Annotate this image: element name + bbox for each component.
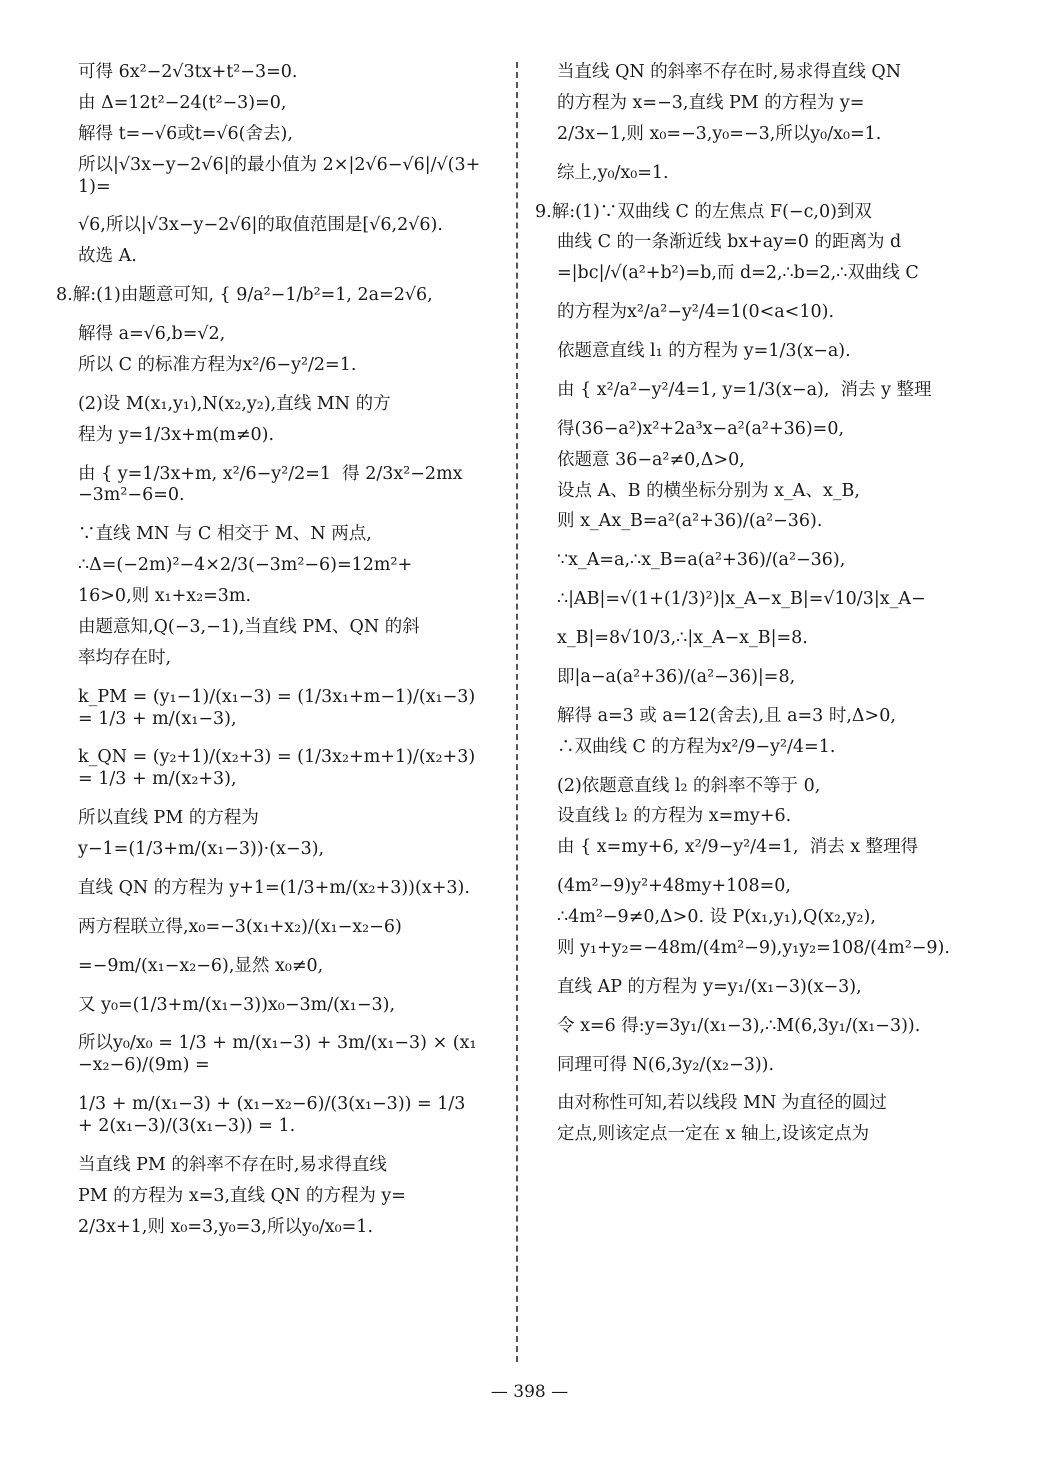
text-line: 2/3x−1,则 x₀=−3,y₀=−3,所以y₀/x₀=1. xyxy=(557,123,882,144)
text-line: 曲线 C 的一条渐近线 bx+ay=0 的距离为 d xyxy=(557,232,902,253)
text-line: 程为 y=1/3x+m(m≠0). xyxy=(78,424,275,445)
text-line: ∴4m²−9≠0,Δ>0. 设 P(x₁,y₁),Q(x₂,y₂), xyxy=(557,907,876,927)
text-line: 由对称性可知,若以线段 MN 为直径的圆过 xyxy=(557,1093,887,1114)
text-line: ∵x_A=a,∴x_B=a(a²+36)/(a²−36), xyxy=(557,550,846,571)
text-line: 同理可得 N(6,3y₂/(x₂−3)). xyxy=(557,1054,775,1075)
text-line: 1/3 + m/(x₁−3) + (x₁−x₂−6)/(3(x₁−3)) = 1/3 + 2(x₁−3)/(3(x₁−3)) = 1. xyxy=(78,1094,472,1136)
text-line: 率均存在时, xyxy=(78,647,172,668)
text-line: 2/3x+1,则 x₀=3,y₀=3,所以y₀/x₀=1. xyxy=(78,1216,374,1237)
text-line: 当直线 PM 的斜率不存在时,易求得直线 xyxy=(78,1154,387,1175)
left-column xyxy=(56,62,484,1248)
text-line: 又 y₀=(1/3+m/(x₁−3))x₀−3m/(x₁−3), xyxy=(78,994,396,1015)
text-line: 定点,则该定点一定在 x 轴上,设该定点为 xyxy=(557,1124,870,1145)
text-line: 所以 C 的标准方程为x²/6−y²/2=1. xyxy=(78,354,357,375)
text-line: 故选 A. xyxy=(78,246,137,267)
text-line: ∴双曲线 C 的方程为x²/9−y²/4=1. xyxy=(557,736,836,757)
text-line: (4m²−9)y²+48my+108=0, xyxy=(557,876,791,897)
text-line: 两方程联立得,x₀=−3(x₁+x₂)/(x₁−x₂−6) xyxy=(78,916,402,937)
equation-system: 由 { x=my+6, x²/9−y²/4=1, 消去 x 整理得 xyxy=(557,837,919,858)
text-line: √6,所以|√3x−y−2√6|的取值范围是[√6,2√6). xyxy=(78,215,443,236)
text-line: 解得 t=−√6或t=√6(舍去), xyxy=(78,123,293,144)
right-column xyxy=(535,62,963,1155)
text-line: 令 x=6 得:y=3y₁/(x₁−3),∴M(6,3y₁/(x₁−3)). xyxy=(557,1015,921,1036)
text-line: =|bc|/√(a²+b²)=b,而 d=2,∴b=2,∴双曲线 C xyxy=(557,263,919,284)
text-line: 由题意知,Q(−3,−1),当直线 PM、QN 的斜 xyxy=(78,616,420,637)
text-line: 设点 A、B 的横坐标分别为 x_A、x_B, xyxy=(557,480,860,501)
text-line: 设直线 l₂ 的方程为 x=my+6. xyxy=(557,806,792,827)
question-8-heading: 8.解:(1)由题意可知, { 9/a²−1/b²=1, 2a=2√6, xyxy=(56,285,433,306)
text-line: x_B|=8√10/3,∴|x_A−x_B|=8. xyxy=(557,628,808,648)
text-line: 则 x_Ax_B=a²(a²+36)/(a²−36). xyxy=(557,511,823,532)
text-line: 所以|√3x−y−2√6|的最小值为 2×|2√6−√6|/√(3+1)= xyxy=(78,154,481,197)
text-line: (2)设 M(x₁,y₁),N(x₂,y₂),直线 MN 的方 xyxy=(78,393,391,414)
text-line: ∵直线 MN 与 C 相交于 M、N 两点, xyxy=(78,524,372,545)
column-divider xyxy=(516,62,518,1362)
text-line: 可得 6x²−2√3tx+t²−3=0. xyxy=(78,62,298,82)
page-number: — 398 — xyxy=(490,1382,569,1402)
text-line: 即|a−a(a²+36)/(a²−36)|=8, xyxy=(557,666,796,687)
text-line: 解得 a=√6,b=√2, xyxy=(78,324,226,344)
text-line: 的方程为 x=−3,直线 PM 的方程为 y= xyxy=(557,92,865,113)
slope-equation: k_QN = (y₂+1)/(x₂+3) = (1/3x₂+m+1)/(x₂+3) = 1/3 + m/(x₂+3), xyxy=(78,747,481,790)
text-line: =−9m/(x₁−x₂−6),显然 x₀≠0, xyxy=(78,955,324,976)
text-line: y−1=(1/3+m/(x₁−3))·(x−3), xyxy=(78,839,325,859)
text-line: ∴Δ=(−2m)²−4×2/3(−3m²−6)=12m²+ xyxy=(78,555,413,576)
text-line: (2)依题意直线 l₂ 的斜率不等于 0, xyxy=(557,775,821,796)
equation-system: 由 { x²/a²−y²/4=1, y=1/3(x−a), 消去 y 整理 xyxy=(557,379,932,400)
text-line: 所以y₀/x₀ = 1/3 + m/(x₁−3) + 3m/(x₁−3) × (x₁−x₂−6)/(9m) = xyxy=(78,1033,477,1076)
question-9-heading: 9.解:(1)∵双曲线 C 的左焦点 F(−c,0)到双 xyxy=(535,201,872,222)
text-line: 直线 QN 的方程为 y+1=(1/3+m/(x₂+3))(x+3). xyxy=(78,877,470,898)
text-line: 16>0,则 x₁+x₂=3m. xyxy=(78,586,252,606)
slope-equation: k_PM = (y₁−1)/(x₁−3) = (1/3x₁+m−1)/(x₁−3) = 1/3 + m/(x₁−3), xyxy=(78,686,481,729)
equation-system: 由 { y=1/3x+m, x²/6−y²/2=1 得 2/3x²−2mx−3m²−6=0. xyxy=(78,463,463,506)
text-line: 直线 AP 的方程为 y=y₁/(x₁−3)(x−3), xyxy=(557,976,862,997)
text-line: 得(36−a²)x²+2a³x−a²(a²+36)=0, xyxy=(557,418,845,439)
text-line: 由 Δ=12t²−24(t²−3)=0, xyxy=(78,92,287,113)
text-line: 依题意直线 l₁ 的方程为 y=1/3(x−a). xyxy=(557,341,851,361)
text-line: 依题意 36−a²≠0,Δ>0, xyxy=(557,449,745,470)
text-line: 当直线 QN 的斜率不存在时,易求得直线 QN xyxy=(557,62,902,82)
text-line: 综上,y₀/x₀=1. xyxy=(557,162,669,183)
text-line: 所以直线 PM 的方程为 xyxy=(78,808,259,829)
text-line: PM 的方程为 x=3,直线 QN 的方程为 y= xyxy=(78,1185,406,1206)
text-line: ∴|AB|=√(1+(1/3)²)|x_A−x_B|=√10/3|x_A− xyxy=(557,589,926,610)
text-line: 解得 a=3 或 a=12(舍去),且 a=3 时,Δ>0, xyxy=(557,705,896,726)
text-line: 则 y₁+y₂=−48m/(4m²−9),y₁y₂=108/(4m²−9). xyxy=(557,937,950,958)
text-line: 的方程为x²/a²−y²/4=1(0<a<10). xyxy=(557,302,835,323)
